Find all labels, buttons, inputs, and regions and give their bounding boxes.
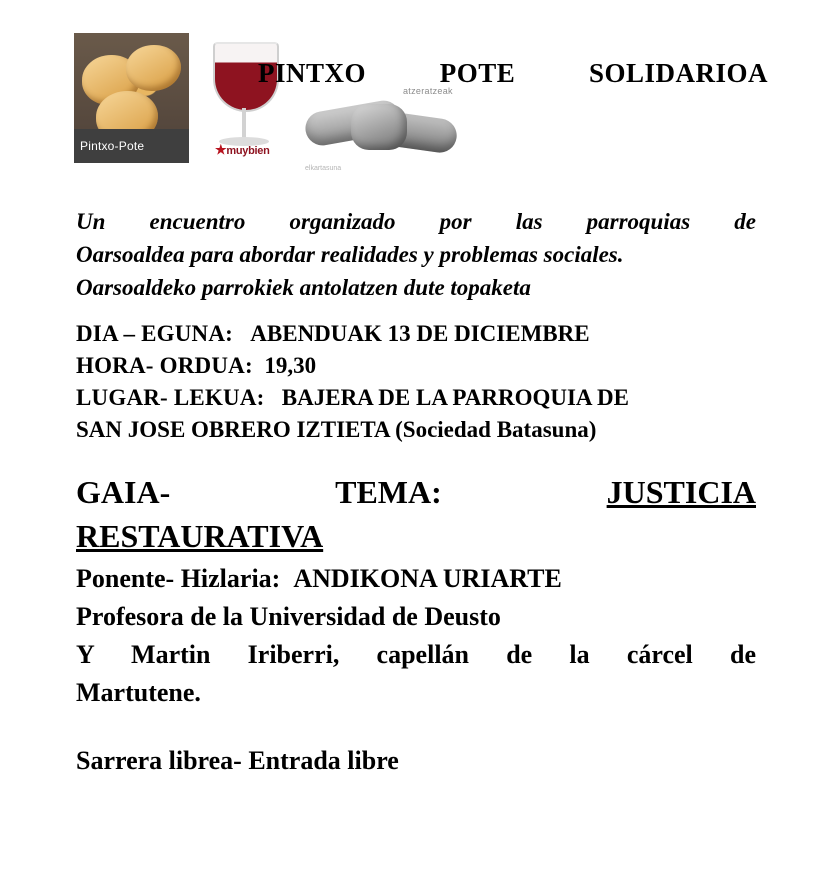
detail-place [76,382,756,414]
hand-grip [351,104,407,150]
detail-place-note: (Sociedad Batasuna) [395,417,597,442]
detail-day [76,318,756,350]
detail-place-label: LUGAR- LEKUA: [76,385,265,410]
intro-line-1: Un encuentro organizado por las parroquias de [76,209,756,234]
speaker-second-line-cont: Martutene. [76,678,201,707]
handshake-image [299,82,464,174]
wine-brand-logo [215,142,270,158]
speaker-name: ANDIKONA URIARTE [293,564,562,593]
theme-block [76,470,756,558]
detail-time [76,350,756,382]
handshake-image-tag: atzeratzeak [403,86,453,96]
detail-place-continued [76,414,756,446]
detail-day-label: DIA – EGUNA: [76,321,234,346]
poster-body [76,205,756,776]
food-blob [126,45,181,91]
wine-glass-stem [242,108,246,140]
intro-paragraph [76,205,756,304]
star-icon: ★ [215,142,227,157]
detail-day-value: ABENDUAK 13 DE DICIEMBRE [250,321,590,346]
detail-time-value: 19,30 [264,353,317,378]
page-title [258,58,768,89]
intro-line-2: Oarsoaldea para abordar realidades y problemas sociales. [76,242,624,267]
free-entry-note: Sarrera librea- Entrada libre [76,746,399,775]
theme-line-1 [76,470,756,514]
theme-label-a: GAIA- [76,474,171,510]
intro-line-3: Oarsoaldeko parrokiek antolatzen dute topaketa [76,275,531,300]
title-word-1: PINTXO [258,58,367,88]
theme-value-line-2: RESTAURATIVA [76,518,324,554]
detail-place-value-2: SAN JOSE OBRERO IZTIETA [76,417,390,442]
theme-line-2 [76,514,756,558]
poster-header [0,24,828,174]
pintxo-food-image [74,33,189,163]
title-word-3: SOLIDARIOA [588,58,768,88]
speaker-second-line: Y Martin Iriberri, capellán de la cárcel de [76,640,756,669]
theme-value-line-1: JUSTICIA [606,474,756,510]
event-details [76,318,756,446]
speaker-affiliation: Profesora de la Universidad de Deusto [76,602,501,631]
detail-place-value: BAJERA DE LA PARROQUIA DE [281,385,629,410]
wine-glass-image [189,24,299,174]
detail-time-label: HORA- ORDUA: [76,353,253,378]
food-image-caption: Pintxo-Pote [74,129,189,163]
speaker-block [76,560,756,712]
speaker-role-label: Ponente- Hizlaria: [76,564,281,593]
speaker-role-line [76,560,756,598]
wine-brand-text: muybien [226,145,270,157]
theme-label-b: TEMA: [335,474,442,510]
title-word-2: POTE [439,58,516,88]
header-image-group [74,24,453,174]
handshake-image-footnote: elkartasuna [305,165,342,172]
